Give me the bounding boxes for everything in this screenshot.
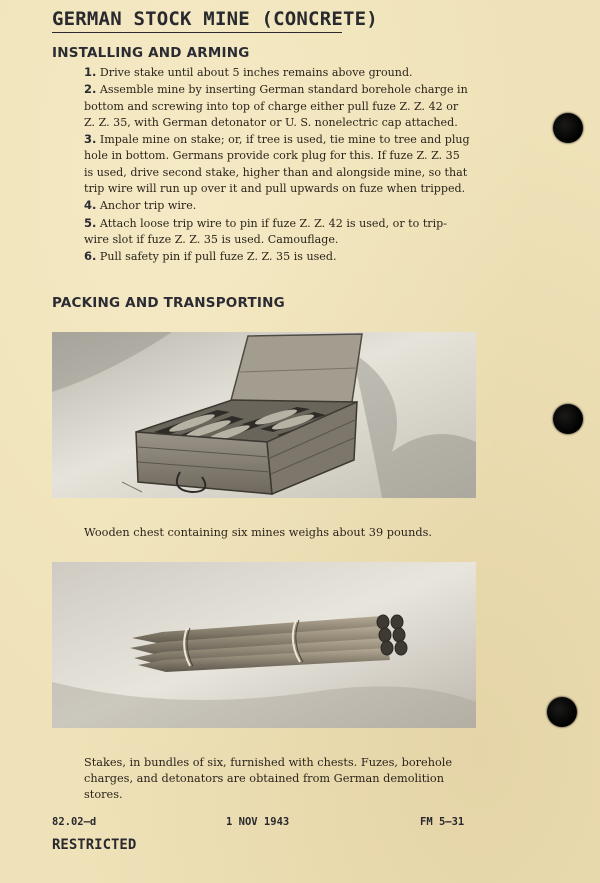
restricted-marking: RESTRICTED [52,837,137,853]
step-text: Assemble mine by inserting German standard borehole charge in bottom and screwing into top of charge either pull fuze Z. Z. 42 or Z. Z. 35, with German detonator or U. S. nonelectric cap attached. [84,83,468,129]
section-heading-packing: PACKING AND TRANSPORTING [52,295,285,311]
step-3 [84,131,470,197]
step-number: 4. [84,198,97,213]
step-text: Impale mine on stake; or, if tree is used, tie mine to tree and plug hole in bottom. Germans provide cork plug for this. If fuze Z. Z. 35 is used, drive second stake, higher than and alongside mine, so that trip wire will run up over it and pull upwards on fuze when tripped. [84,133,470,196]
section-heading-installing: INSTALLING AND ARMING [52,45,250,61]
chest-caption: Wooden chest containing six mines weighs about 39 pounds. [84,526,432,539]
footer-paragraph-ref: 82.02–d [52,816,97,828]
binder-hole [553,113,583,143]
step-text: Drive stake until about 5 inches remains above ground. [99,66,413,79]
step-2 [84,81,470,131]
binder-hole [547,697,577,727]
step-number: 6. [84,249,97,264]
page-title: GERMAN STOCK MINE (CONCRETE) [52,8,378,30]
step-number: 2. [84,82,97,97]
title-underline [52,32,342,33]
wooden-chest-photo [52,332,476,498]
stakes-caption: Stakes, in bundles of six, furnished with chests. Fuzes, borehole charges, and detonators are obtained from German demolition stores. [84,756,453,801]
step-text: Pull safety pin if pull fuze Z. Z. 35 is used. [99,250,337,264]
installing-steps-list [84,64,470,266]
footer-date: 1 NOV 1943 [226,816,290,828]
step-number: 1. [84,65,97,79]
step-text: Attach loose trip wire to pin if fuze Z. Z. 42 is used, or to trip-wire slot if fuze Z. Z. 35 is used. Camouflage. [84,216,447,246]
step-6 [84,248,470,265]
step-text: Anchor trip wire. [99,199,197,213]
step-number: 3. [84,132,97,147]
step-5 [84,215,470,249]
step-number: 5. [84,215,97,230]
binder-hole [553,404,583,434]
stakes-bundle-photo [52,562,476,728]
step-4 [84,197,470,214]
step-1 [84,64,470,81]
footer-manual-number: FM 5–31 [420,816,465,828]
